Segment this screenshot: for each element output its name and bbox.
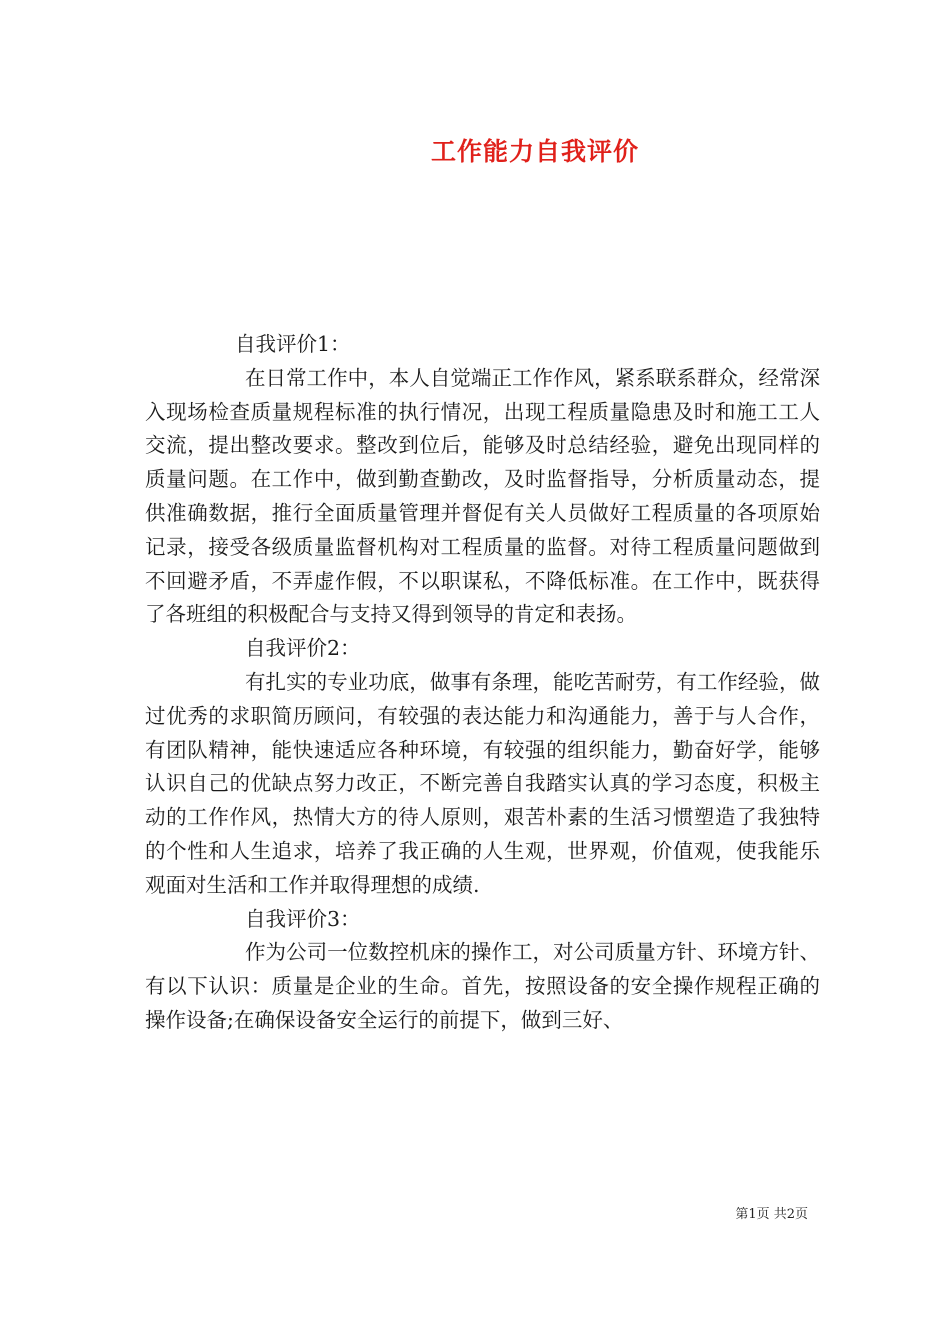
section-heading-2: 自我评价2： <box>245 636 361 661</box>
document-title: 工作能力自我评价 <box>430 137 639 166</box>
section-heading-1: 自我评价1： <box>235 332 351 356</box>
section-heading-3: 自我评价3： <box>245 906 361 931</box>
section-paragraph-3: 作为公司一位数控机床的操作工，对公司质量方针、环境方针、有以下认识：质量是企业的生命。首先，按照设备的安全操作规程正确的操作设备;在确保设备安全运行的前提下，做到三好、 <box>145 940 820 1032</box>
document-body <box>145 328 820 1038</box>
page-number: 第1页 共2页 <box>735 1207 808 1222</box>
section-paragraph-1: 在日常工作中，本人自觉端正工作作风，紧系联系群众，经常深入现场检查质量规程标准的执行情况，出现工程质量隐患及时和施工工人交流，提出整改要求。整改到位后，能够及时总结经验，避免出现同样的质量问题。在工作中，做到勤查勤改，及时监督指导，分析质量动态，提供准确数据，推行全面质量管理并督促有关人员做好工程质量的各项原始记录，接受各级质量监督机构对工程质量的监督。对待工程质量问题做到不回避矛盾，不弄虚作假，不以职谋私，不降低标准。在工作中，既获得了各班组的积极配合与支持又得到领导的肯定和表扬。 <box>145 365 820 627</box>
section-paragraph-2: 有扎实的专业功底，做事有条理，能吃苦耐劳，有工作经验，做过优秀的求职简历顾问，有较强的表达能力和沟通能力，善于与人合作，有团队精神，能快速适应各种环境，有较强的组织能力，勤奋好学，能够认识自己的优缺点努力改正，不断完善自我踏实认真的学习态度，积极主动的工作作风，热情大方的待人原则，艰苦朴素的生活习惯塑造了我独特的个性和人生追求，培养了我正确的人生观，世界观，价值观，使我能乐观面对生活和工作并取得理想的成绩. <box>145 669 820 897</box>
